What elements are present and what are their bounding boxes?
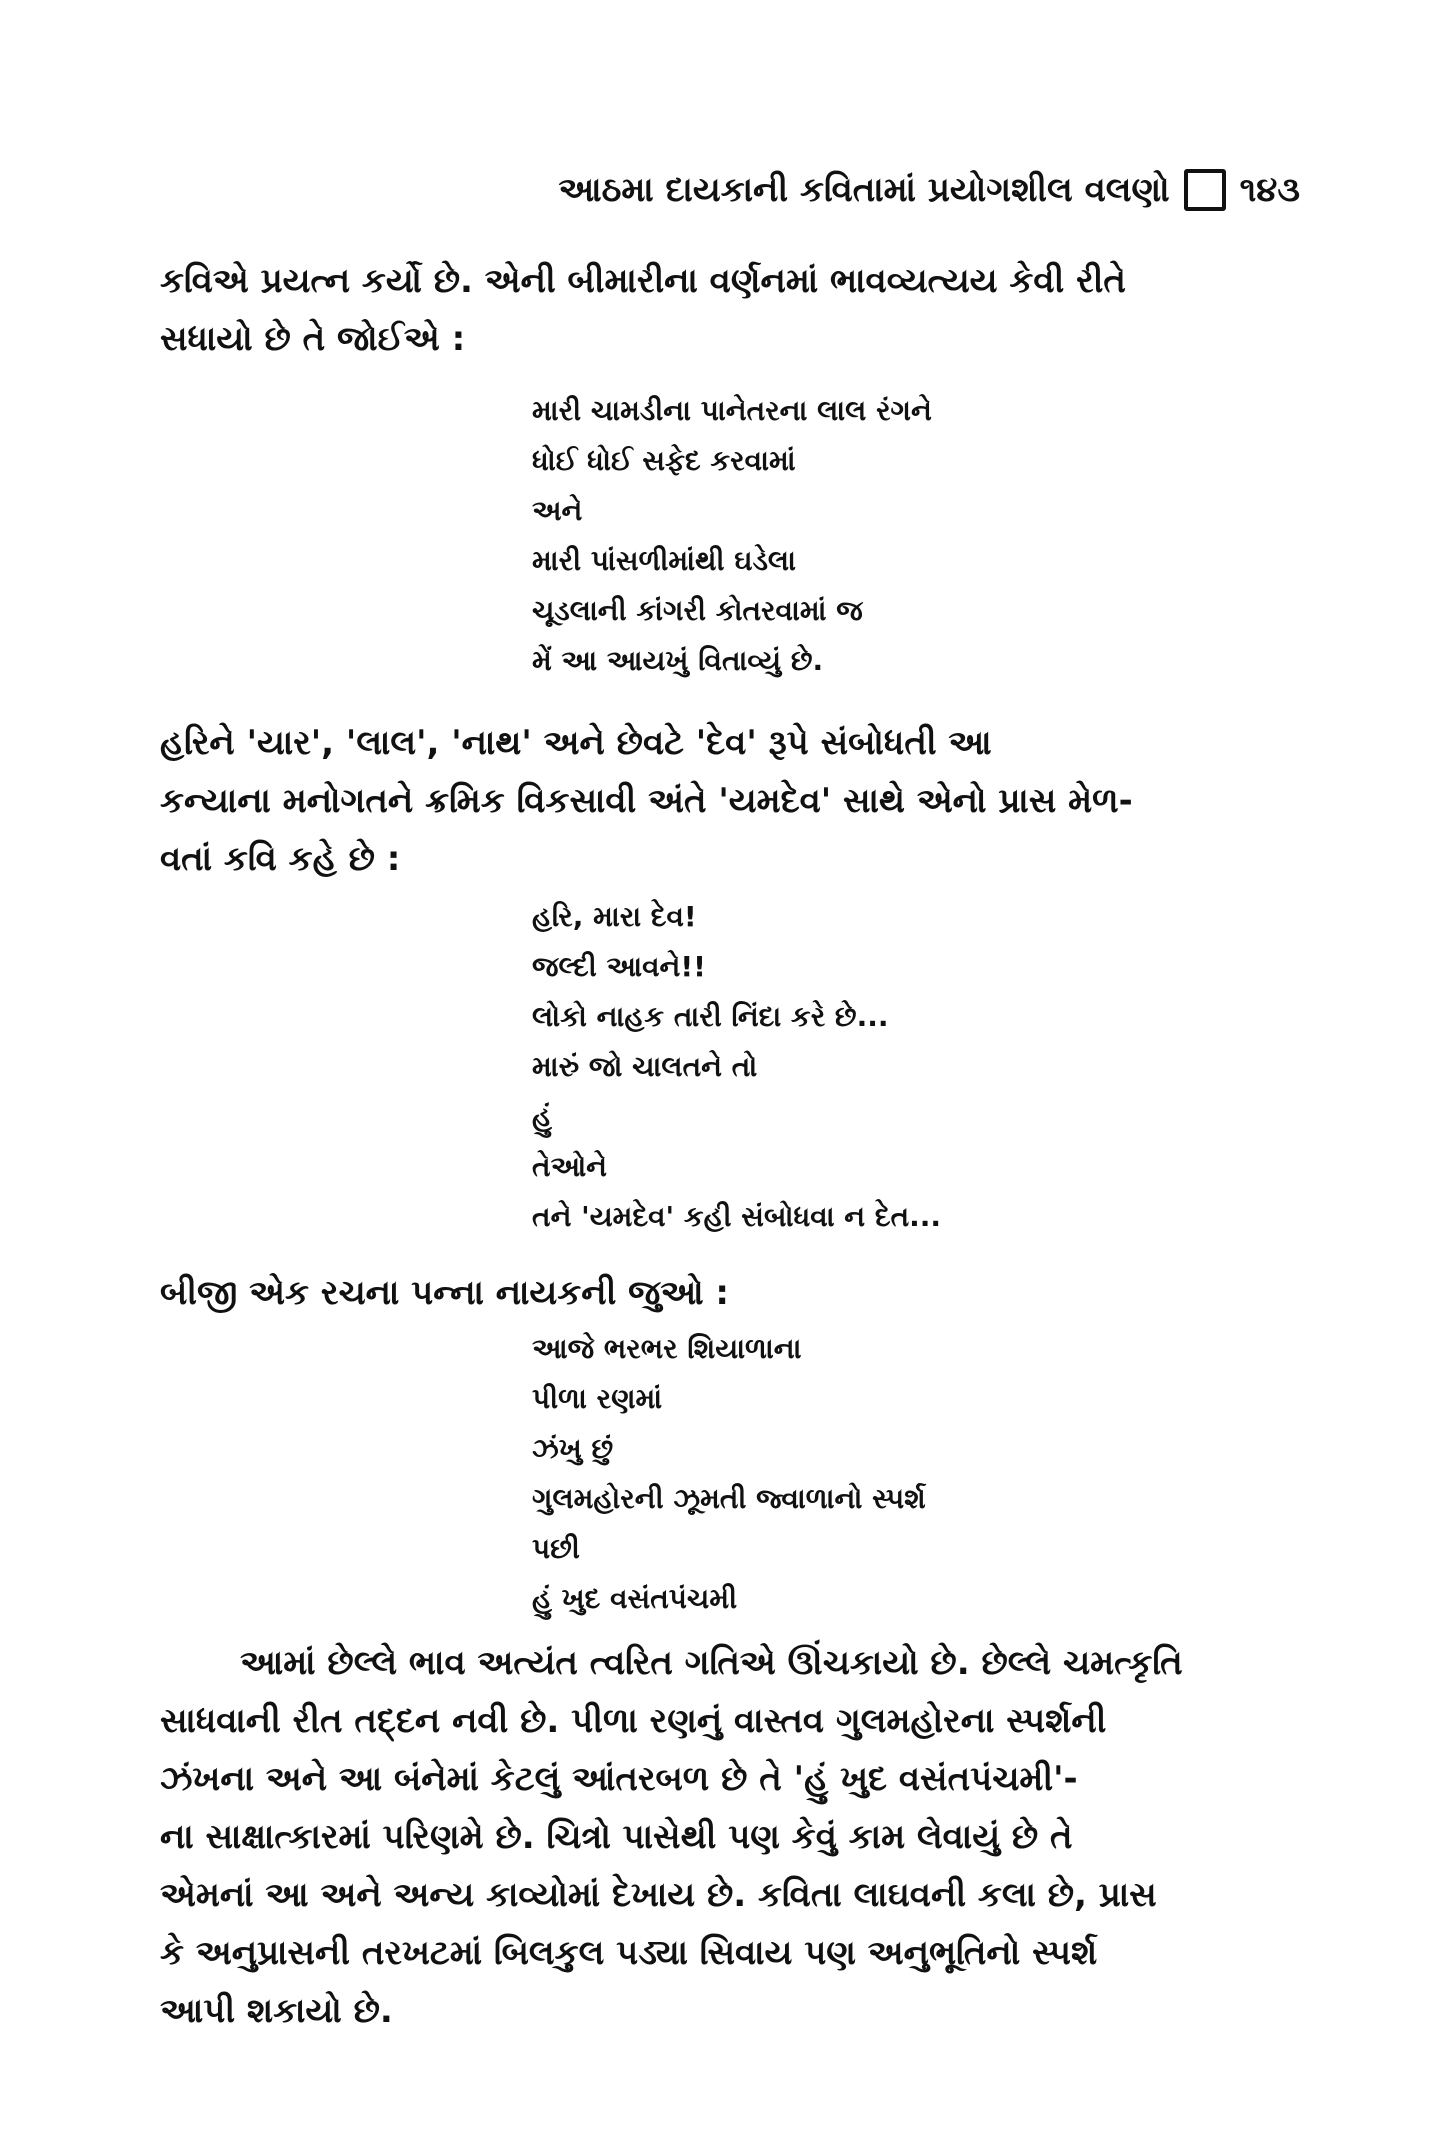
poem-line: પછી — [532, 1532, 580, 1565]
poem-excerpt-3 — [532, 1324, 1232, 1624]
poem-line: ચૂડલાની કાંગરી કોતરવામાં જ — [532, 594, 863, 627]
poem-line: તેઓને — [532, 1150, 608, 1183]
poem-line: જલ્દી આવને!! — [532, 950, 706, 983]
text-line: કવિએ પ્રયત્ન કર્યો છે. એની બીમારીના વર્ણનમાં ભાવવ્યત્યય કેવી રીતે — [160, 261, 1126, 301]
poem-line: મારું જો ચાલતને તો — [532, 1050, 758, 1083]
poem-line: તને 'યમદેવ' કહી સંબોધવા ન દેત... — [532, 1200, 942, 1233]
poem-line: હરિ, મારા દેવ! — [532, 900, 697, 933]
text-line: આપી શકાયો છે. — [160, 1991, 393, 2031]
poem-line: ઝંખુ છું — [532, 1432, 614, 1465]
text-line: સધાયો છે તે જોઈએ : — [160, 319, 466, 359]
poem-line: પીળા રણમાં — [532, 1382, 663, 1415]
text-line: કન્યાના મનોગતને ક્રમિક વિકસાવી અંતે 'યમદેવ' સાથે એનો પ્રાસ મેળ- — [160, 781, 1133, 821]
page-number: ૧૪૩ — [1239, 170, 1300, 210]
poem-line: ધોઈ ધોઈ સફેદ કરવામાં — [532, 444, 796, 477]
text-line: આમાં છેલ્લે ભાવ અત્યંત ત્વરિત ગતિએ ઊંચકાયો છે. છેલ્લે ચમત્કૃતિ — [240, 1643, 1183, 1683]
text-line: હરિને 'યાર', 'લાલ', 'નાથ' અને છેવટે 'દેવ' રૂપે સંબોધતી આ — [160, 723, 992, 763]
poem-line: હું ખુદ વસંતપંચમી — [532, 1582, 738, 1615]
text-line: વતાં કવિ કહે છે : — [160, 839, 401, 879]
text-line: સાધવાની રીત તદ્દન નવી છે. પીળા રણનું વાસ્તવ ગુલમહોરના સ્પર્શની — [160, 1701, 1107, 1741]
poem-line: ગુલમહોરની ઝૂમતી જ્વાળાનો સ્પર્શ — [532, 1482, 926, 1515]
poem-line: હું — [532, 1100, 552, 1133]
poem-line: મારી પાંસળીમાંથી ઘડેલા — [532, 544, 796, 577]
text-line: ઝંખના અને આ બંનેમાં કેટલું આંતરબળ છે તે 'હું ખુદ વસંતપંચમી'- — [160, 1759, 1078, 1799]
poem-line: આજે ભરભર શિયાળાના — [532, 1332, 802, 1365]
running-header-title: આઠમા દાયકાની કવિતામાં પ્રયોગશીલ વલણો — [558, 170, 1170, 210]
text-line: બીજી એક રચના પન્ના નાયકની જુઓ : — [160, 1273, 730, 1313]
paragraph-panna — [160, 1264, 1280, 1322]
square-box-icon — [1184, 169, 1226, 211]
paragraph-intro — [160, 252, 1280, 368]
poem-line: લોકો નાહક તારી નિંદા કરે છે... — [532, 1000, 889, 1033]
poem-excerpt-1 — [532, 386, 1232, 686]
poem-excerpt-2 — [532, 892, 1232, 1242]
paragraph-hari — [160, 714, 1280, 888]
poem-line: મારી ચામડીના પાનેતરના લાલ રંગને — [532, 394, 932, 427]
poem-line: અને — [532, 494, 583, 527]
text-line: કે અનુપ્રાસની તરખટમાં બિલકુલ પડ્યા સિવાય પણ અનુભૂતિનો સ્પર્શ — [160, 1933, 1098, 1973]
text-line: એમનાં આ અને અન્ય કાવ્યોમાં દેખાય છે. કવિતા લાઘવની કલા છે, પ્રાસ — [160, 1875, 1157, 1915]
paragraph-analysis — [160, 1634, 1280, 2040]
poem-line: મેં આ આયખું વિતાવ્યું છે. — [532, 644, 824, 677]
text-line: ના સાક્ષાત્કારમાં પરિણમે છે. ચિત્રો પાસેથી પણ કેવું કામ લેવાયું છે તે — [160, 1817, 1073, 1857]
running-header — [440, 160, 1300, 220]
